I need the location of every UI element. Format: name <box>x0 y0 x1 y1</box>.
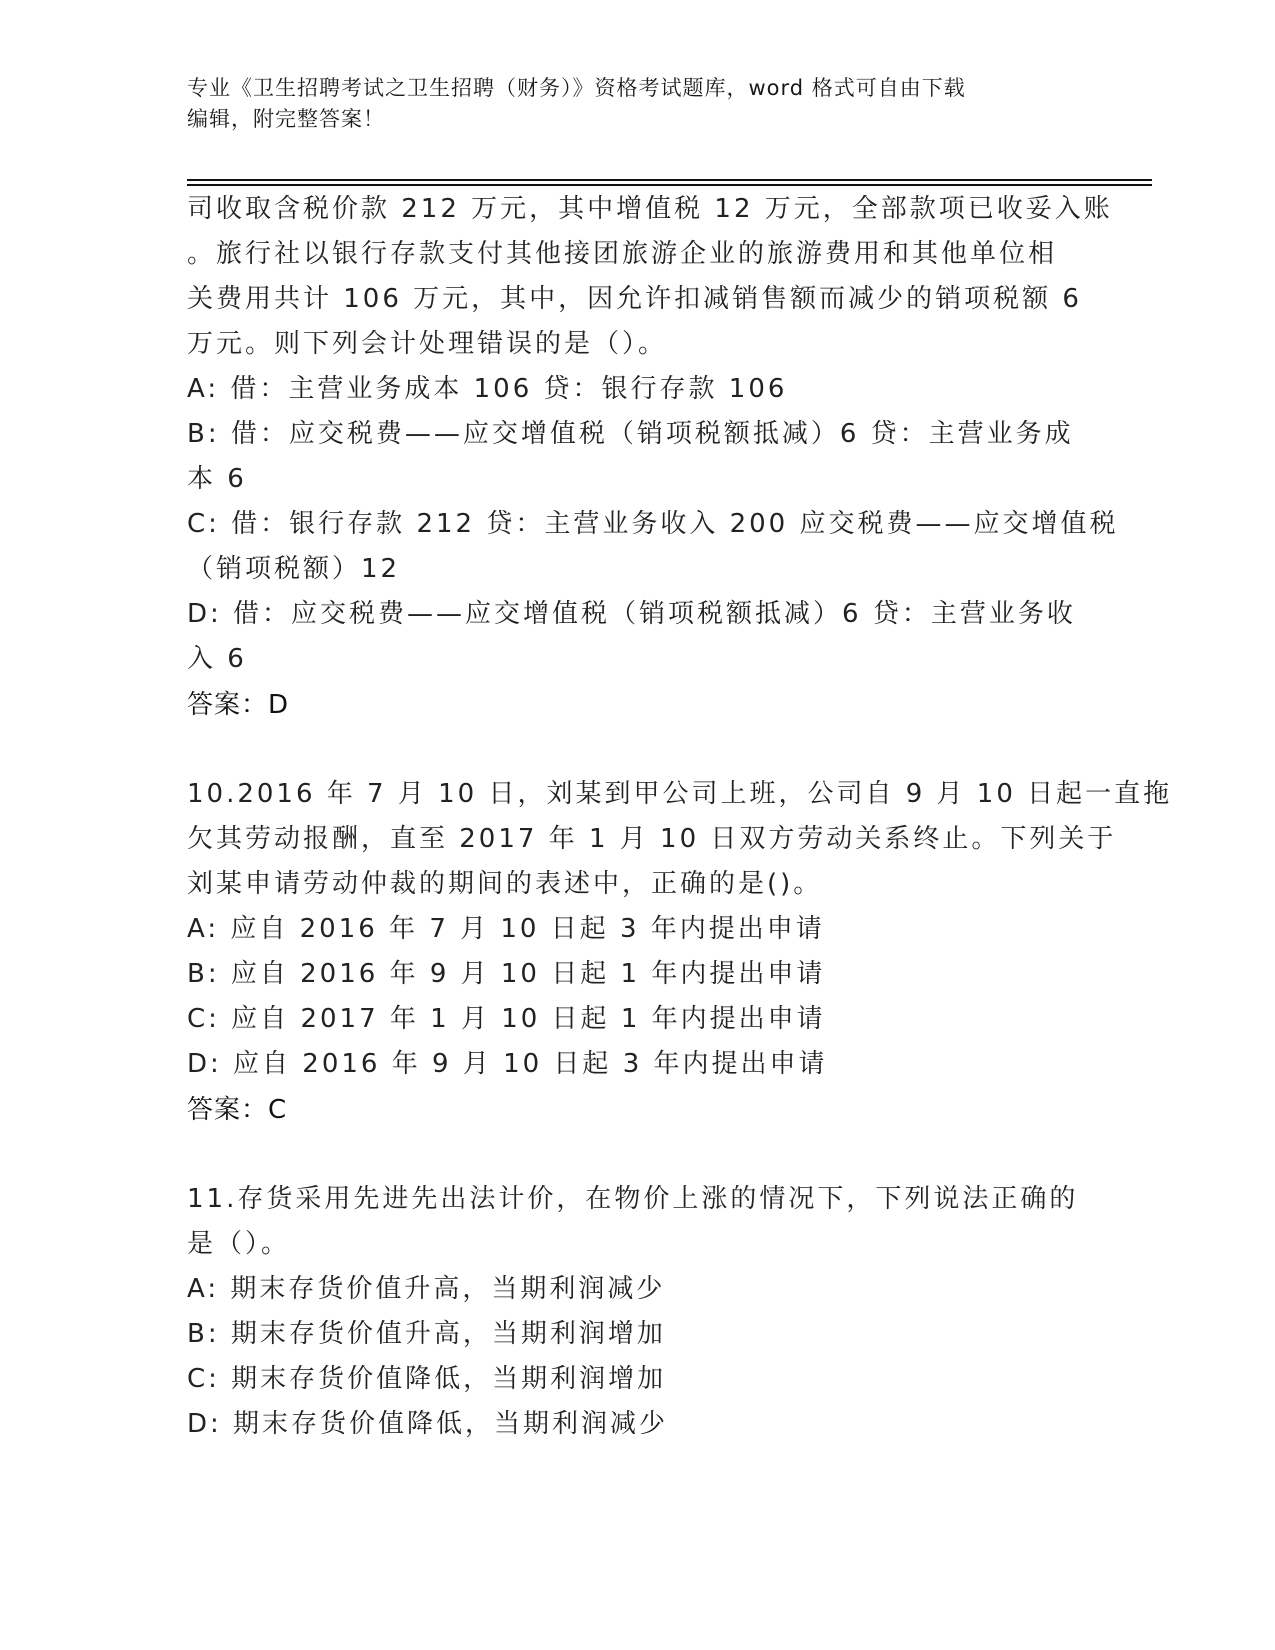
q11-option-d: D: 期末存货价值降低，当期利润减少 <box>187 1409 669 1439</box>
q10-option-d: D: 应自 2016 年 9 月 10 日起 3 年内提出申请 <box>187 1049 828 1079</box>
q9-stem-line: 。旅行社以银行存款支付其他接团旅游企业的旅游费用和其他单位相 <box>187 239 1058 269</box>
q9-option-c: C: 借：银行存款 212 贷：主营业务收入 200 应交税费——应交增值税 <box>187 509 1119 539</box>
q9-option-b-cont: 本 6 <box>187 464 247 494</box>
q9-stem-line: 万元。则下列会计处理错误的是（）。 <box>187 329 668 359</box>
q10-stem-line: 刘某申请劳动仲裁的期间的表述中，正确的是()。 <box>187 869 823 899</box>
q11-option-b: B: 期末存货价值升高，当期利润增加 <box>187 1319 666 1349</box>
q9-option-c-cont: （销项税额）12 <box>187 554 401 584</box>
document-header <box>187 73 1067 135</box>
q10-option-a: A: 应自 2016 年 7 月 10 日起 3 年内提出申请 <box>187 914 825 944</box>
q9-stem-line: 司收取含税价款 212 万元，其中增值税 12 万元，全部款项已收妥入账 <box>187 194 1113 224</box>
q10-option-b: B: 应自 2016 年 9 月 10 日起 1 年内提出申请 <box>187 959 826 989</box>
q11-stem-line: 是（）。 <box>187 1229 291 1259</box>
header-line-2: 编辑，附完整答案！ <box>187 107 385 131</box>
q10-stem-line: 10.2016 年 7 月 10 日，刘某到甲公司上班，公司自 9 月 10 日起一直拖 <box>187 779 1173 809</box>
header-divider-top <box>187 179 1152 181</box>
q11-option-c: C: 期末存货价值降低，当期利润增加 <box>187 1364 667 1394</box>
q10-option-c: C: 应自 2017 年 1 月 10 日起 1 年内提出申请 <box>187 1004 826 1034</box>
q9-option-a: A: 借：主营业务成本 106 贷：银行存款 106 <box>187 374 788 404</box>
q11-stem-line: 11.存货采用先进先出法计价，在物价上涨的情况下，下列说法正确的 <box>187 1184 1079 1214</box>
q9-stem-line: 关费用共计 106 万元，其中，因允许扣减销售额而减少的销项税额 6 <box>187 284 1082 314</box>
q10-answer: 答案：C <box>187 1095 288 1125</box>
q9-option-b: B: 借：应交税费——应交增值税（销项税额抵减）6 贷：主营业务成 <box>187 419 1074 449</box>
q9-option-d-cont: 入 6 <box>187 644 247 674</box>
q9-answer: 答案：D <box>187 690 290 720</box>
q9-option-d: D: 借：应交税费——应交增值税（销项税额抵减）6 贷：主营业务收 <box>187 599 1076 629</box>
q11-option-a: A: 期末存货价值升高，当期利润减少 <box>187 1274 666 1304</box>
header-divider-bottom <box>187 184 1152 186</box>
q10-stem-line: 欠其劳动报酬，直至 2017 年 1 月 10 日双方劳动关系终止。下列关于 <box>187 824 1117 854</box>
header-line-1: 专业《卫生招聘考试之卫生招聘（财务）》资格考试题库，word 格式可自由下载 <box>187 76 966 100</box>
